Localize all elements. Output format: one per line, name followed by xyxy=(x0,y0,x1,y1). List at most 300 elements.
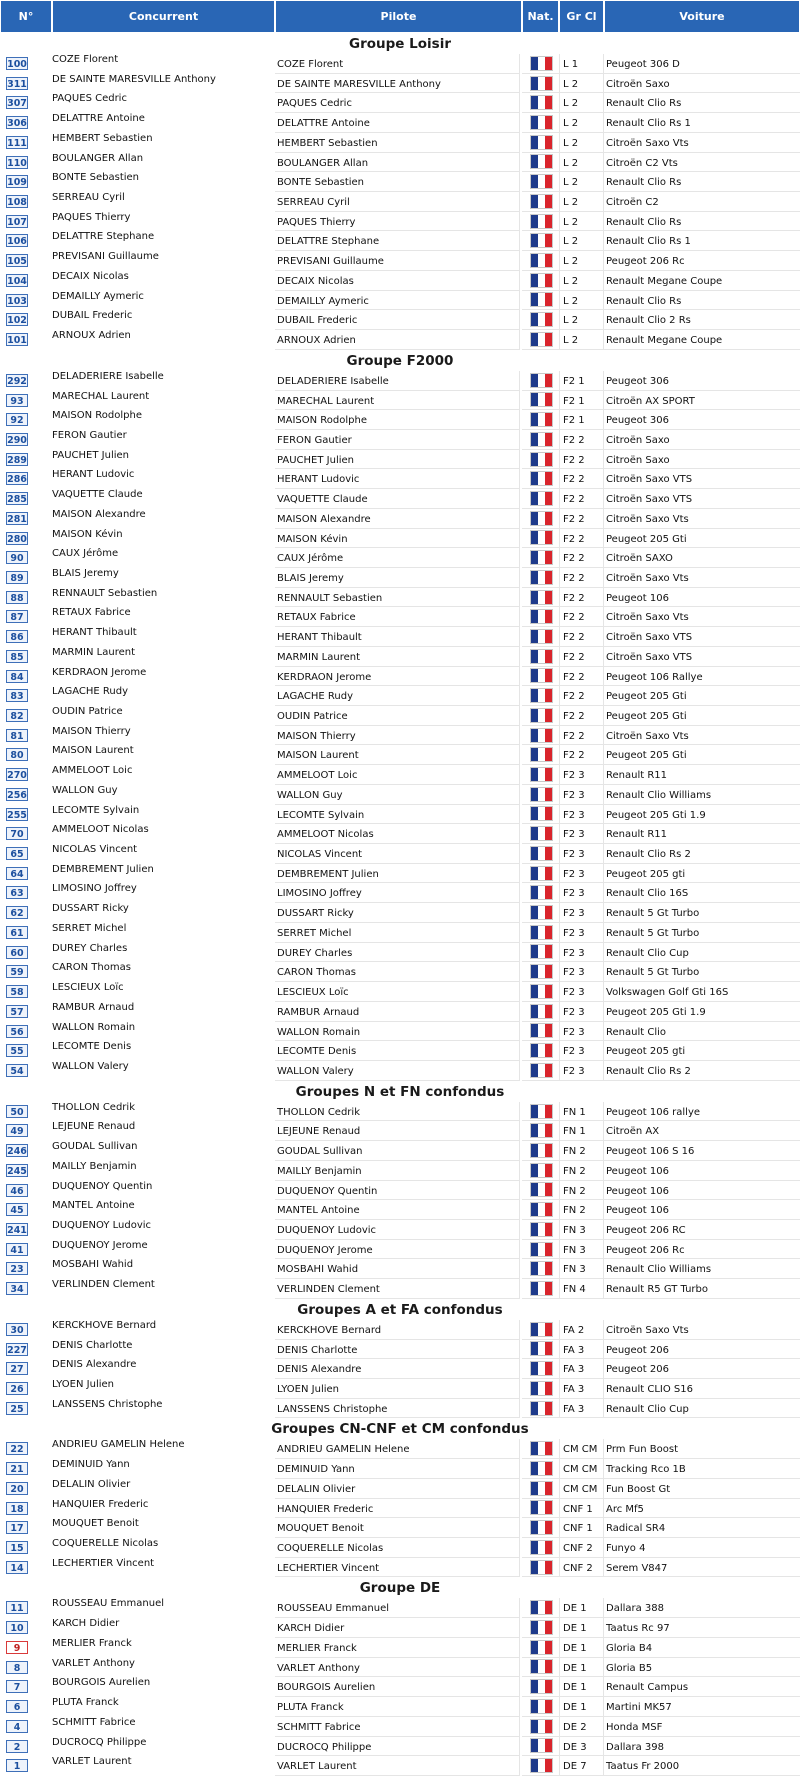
entry-number-link[interactable]: 62 xyxy=(6,906,28,919)
entry-number-link[interactable]: 21 xyxy=(6,1462,28,1475)
table-row xyxy=(0,785,800,805)
entry-number-link[interactable]: 45 xyxy=(6,1203,28,1216)
grcl-cell: FN 1 xyxy=(559,1102,604,1122)
concurrent-cell: PAQUES Thierry xyxy=(52,211,131,223)
voiture-cell: Renault R11 xyxy=(604,765,800,785)
entry-number-link[interactable]: 83 xyxy=(6,689,28,702)
column-header-voiture: Voiture xyxy=(604,0,800,33)
pilote-cell: DUQUENOY Quentin xyxy=(275,1181,520,1201)
entry-number-link[interactable]: 280 xyxy=(7,533,27,545)
pilote-cell: KERDRAON Jerome xyxy=(275,667,520,687)
entry-number-link[interactable]: 57 xyxy=(6,1005,28,1018)
pilote-cell: LYOEN Julien xyxy=(275,1379,520,1399)
france-flag-icon xyxy=(531,1144,552,1157)
voiture-cell: Peugeot 205 Gti 1.9 xyxy=(604,805,800,825)
voiture-cell: Renault Megane Coupe xyxy=(604,271,800,291)
entry-number-link[interactable]: 285 xyxy=(7,494,27,506)
france-flag-icon xyxy=(531,1402,552,1415)
france-flag-icon xyxy=(531,1223,552,1236)
voiture-cell: Renault Clio Rs 2 xyxy=(604,844,800,864)
table-row xyxy=(0,133,800,153)
entry-number-link[interactable]: 111 xyxy=(7,137,27,149)
voiture-cell: Citroën Saxo VTS xyxy=(604,469,800,489)
table-row xyxy=(0,864,800,884)
table-row xyxy=(0,726,800,746)
voiture-cell: Renault Clio Williams xyxy=(604,785,800,805)
nat-cell xyxy=(522,667,560,687)
entry-number-link[interactable]: 256 xyxy=(7,789,27,801)
entry-number-link[interactable]: 281 xyxy=(7,513,27,525)
entry-number-link[interactable]: 81 xyxy=(6,729,28,742)
nat-cell xyxy=(522,54,560,74)
concurrent-cell: MARECHAL Laurent xyxy=(52,390,150,402)
table-row xyxy=(0,667,800,687)
grcl-cell: F2 2 xyxy=(559,430,604,450)
pilote-cell: MAILLY Benjamin xyxy=(275,1161,520,1181)
france-flag-icon xyxy=(531,1064,552,1077)
pilote-cell: DELATTRE Antoine xyxy=(275,113,520,133)
entry-number-link[interactable]: 289 xyxy=(7,454,27,466)
france-flag-icon xyxy=(531,1282,552,1295)
table-row xyxy=(0,1279,800,1299)
entry-number-link[interactable]: 10 xyxy=(6,1621,28,1634)
voiture-cell: Serem V847 xyxy=(604,1558,800,1578)
concurrent-cell: HERANT Ludovic xyxy=(52,469,135,481)
entry-number-link[interactable]: 50 xyxy=(6,1105,28,1118)
table-row xyxy=(0,1459,800,1479)
concurrent-cell: DUREY Charles xyxy=(52,942,128,954)
concurrent-cell: ROUSSEAU Emmanuel xyxy=(52,1598,165,1610)
entry-number-link[interactable]: 90 xyxy=(6,551,28,564)
table-row xyxy=(0,1181,800,1201)
table-row xyxy=(0,391,800,411)
voiture-cell: Renault Clio Rs 1 xyxy=(604,231,800,251)
voiture-cell: Citroën C2 Vts xyxy=(604,153,800,173)
entry-number-link[interactable]: 58 xyxy=(6,985,28,998)
entry-number-link[interactable]: 22 xyxy=(6,1442,28,1455)
entry-number-link[interactable]: 80 xyxy=(6,748,28,761)
france-flag-icon xyxy=(531,1442,552,1455)
voiture-cell: Renault Clio Rs xyxy=(604,93,800,113)
entry-number-link[interactable]: 30 xyxy=(6,1323,28,1336)
pilote-cell: ANDRIEU GAMELIN Helene xyxy=(275,1439,520,1459)
entry-number-link[interactable]: 106 xyxy=(7,236,27,248)
nat-cell xyxy=(522,133,560,153)
concurrent-cell: OUDIN Patrice xyxy=(52,706,123,717)
entry-number-link[interactable]: 227 xyxy=(7,1344,27,1356)
france-flag-icon xyxy=(531,768,552,781)
pilote-cell: SCHMITT Fabrice xyxy=(275,1717,520,1737)
nat-cell xyxy=(522,1340,560,1360)
grcl-cell: DE 1 xyxy=(559,1598,604,1618)
nat-cell xyxy=(522,93,560,113)
concurrent-cell: VERLINDEN Clement xyxy=(52,1279,155,1291)
grcl-cell: CNF 1 xyxy=(559,1499,604,1519)
table-row xyxy=(0,982,800,1002)
voiture-cell: Citroën Saxo VTS xyxy=(604,489,800,509)
france-flag-icon xyxy=(531,374,552,387)
concurrent-cell: AMMELOOT Nicolas xyxy=(52,824,149,836)
entry-number-link[interactable]: 311 xyxy=(7,78,27,90)
nat-cell xyxy=(522,192,560,212)
pilote-cell: DEMAILLY Aymeric xyxy=(275,291,520,311)
entry-number-link[interactable]: 7 xyxy=(6,1680,28,1693)
entry-number-link[interactable]: 100 xyxy=(7,59,27,70)
france-flag-icon xyxy=(531,630,552,643)
entry-number-link[interactable]: 56 xyxy=(6,1025,28,1038)
concurrent-cell: DE SAINTE MARESVILLE Anthony xyxy=(52,73,216,85)
entry-number-link[interactable]: 101 xyxy=(7,335,27,347)
france-flag-icon xyxy=(531,155,552,168)
table-row xyxy=(0,271,800,291)
entry-number-link[interactable]: 49 xyxy=(6,1124,28,1137)
voiture-cell: Citroën Saxo VTS xyxy=(604,627,800,647)
nat-cell xyxy=(522,1061,560,1081)
pilote-cell: PAQUES Cedric xyxy=(275,93,520,113)
voiture-cell: Martini MK57 xyxy=(604,1697,800,1717)
voiture-cell: Renault Clio Rs xyxy=(604,172,800,192)
voiture-cell: Renault Clio 2 Rs xyxy=(604,310,800,330)
nat-cell xyxy=(522,883,560,903)
table-row xyxy=(0,805,800,825)
table-header xyxy=(0,0,800,33)
pilote-cell: HANQUIER Frederic xyxy=(275,1499,520,1519)
entry-number-link[interactable]: 93 xyxy=(6,394,28,407)
concurrent-cell: CARON Thomas xyxy=(52,962,131,974)
france-flag-icon xyxy=(531,591,552,604)
grcl-cell: F2 1 xyxy=(559,391,604,411)
entry-number-link[interactable]: 63 xyxy=(6,886,28,899)
france-flag-icon xyxy=(531,551,552,564)
voiture-cell: Renault Megane Coupe xyxy=(604,330,800,350)
nat-cell xyxy=(522,844,560,864)
nat-cell xyxy=(522,568,560,588)
grcl-cell: DE 1 xyxy=(559,1638,604,1658)
france-flag-icon xyxy=(531,1462,552,1475)
grcl-cell: DE 7 xyxy=(559,1756,604,1776)
france-flag-icon xyxy=(531,729,552,742)
pilote-cell: DUQUENOY Jerome xyxy=(275,1240,520,1260)
grcl-cell: F2 3 xyxy=(559,765,604,785)
france-flag-icon xyxy=(531,512,552,525)
pilote-cell: PLUTA Franck xyxy=(275,1697,520,1717)
entry-number-link[interactable]: 23 xyxy=(6,1262,28,1275)
nat-cell xyxy=(522,1518,560,1538)
pilote-cell: LECHERTIER Vincent xyxy=(275,1558,520,1578)
voiture-cell: Renault Clio Williams xyxy=(604,1259,800,1279)
grcl-cell: F2 3 xyxy=(559,824,604,844)
nat-cell xyxy=(522,745,560,765)
entry-number-link[interactable]: 17 xyxy=(6,1521,28,1534)
concurrent-cell: RENNAULT Sebastien xyxy=(52,587,158,599)
concurrent-cell: AMMELOOT Loic xyxy=(52,765,133,777)
table-row xyxy=(0,627,800,647)
pilote-cell: PAUCHET Julien xyxy=(275,450,520,470)
pilote-cell: FERON Gautier xyxy=(275,430,520,450)
entry-number-link[interactable]: 65 xyxy=(6,847,28,860)
table-row xyxy=(0,113,800,133)
entry-number-link[interactable]: 88 xyxy=(6,591,28,604)
entry-number-link[interactable]: 87 xyxy=(6,610,28,623)
voiture-cell: Peugeot 205 Gti xyxy=(604,706,800,726)
nat-cell xyxy=(522,1181,560,1201)
entry-number-link[interactable]: 15 xyxy=(6,1541,28,1554)
france-flag-icon xyxy=(531,57,552,70)
entry-number-link[interactable]: 55 xyxy=(6,1044,28,1057)
entry-number-link[interactable]: 60 xyxy=(6,946,28,959)
pilote-cell: LECOMTE Denis xyxy=(275,1041,520,1061)
voiture-cell: Renault 5 Gt Turbo xyxy=(604,962,800,982)
voiture-cell: Renault R5 GT Turbo xyxy=(604,1279,800,1299)
table-row xyxy=(0,1359,800,1379)
france-flag-icon xyxy=(531,393,552,406)
table-row xyxy=(0,1399,800,1419)
nat-cell xyxy=(522,1538,560,1558)
entry-number-link[interactable]: 59 xyxy=(6,965,28,978)
pilote-cell: KERCKHOVE Bernard xyxy=(275,1320,520,1340)
table-row xyxy=(0,93,800,113)
table-row xyxy=(0,706,800,726)
france-flag-icon xyxy=(531,788,552,801)
entry-number-link[interactable]: 54 xyxy=(6,1064,28,1077)
voiture-cell: Citroën SAXO xyxy=(604,548,800,568)
france-flag-icon xyxy=(531,96,552,109)
entry-number-link[interactable]: 292 xyxy=(7,375,27,387)
concurrent-cell: DUSSART Ricky xyxy=(52,903,129,915)
table-row xyxy=(0,1379,800,1399)
voiture-cell: Peugeot 106 xyxy=(604,1200,800,1220)
entry-number-link[interactable]: 20 xyxy=(6,1482,28,1495)
table-row xyxy=(0,1756,800,1776)
pilote-cell: COQUERELLE Nicolas xyxy=(275,1538,520,1558)
entry-number-link[interactable]: 110 xyxy=(7,157,27,169)
entry-number-link[interactable]: 9 xyxy=(6,1641,28,1654)
entry-number-link[interactable]: 2 xyxy=(6,1740,28,1753)
grcl-cell: DE 2 xyxy=(559,1717,604,1737)
france-flag-icon xyxy=(531,1342,552,1355)
grcl-cell: F2 2 xyxy=(559,607,604,627)
nat-cell xyxy=(522,1598,560,1618)
nat-cell xyxy=(522,74,560,94)
entry-number-link[interactable]: 27 xyxy=(6,1362,28,1375)
entry-number-link[interactable]: 61 xyxy=(6,926,28,939)
france-flag-icon xyxy=(531,492,552,505)
entry-number-link[interactable]: 109 xyxy=(7,177,27,189)
table-row xyxy=(0,548,800,568)
table-row xyxy=(0,1518,800,1538)
pilote-cell: MERLIER Franck xyxy=(275,1638,520,1658)
france-flag-icon xyxy=(531,1482,552,1495)
entry-number-link[interactable]: 270 xyxy=(7,770,27,782)
table-row xyxy=(0,212,800,232)
grcl-cell: L 2 xyxy=(559,310,604,330)
entry-number-link[interactable]: 86 xyxy=(6,630,28,643)
grcl-cell: F2 3 xyxy=(559,864,604,884)
concurrent-cell: DELATTRE Antoine xyxy=(52,113,145,125)
voiture-cell: Dallara 398 xyxy=(604,1737,800,1757)
entry-number-link[interactable]: 241 xyxy=(7,1224,27,1236)
entry-number-link[interactable]: 102 xyxy=(7,315,27,327)
entry-number-link[interactable]: 18 xyxy=(6,1502,28,1515)
entry-number-link[interactable]: 107 xyxy=(7,216,27,228)
entry-number-link[interactable]: 46 xyxy=(6,1184,28,1197)
concurrent-cell: FERON Gautier xyxy=(52,429,127,441)
france-flag-icon xyxy=(531,669,552,682)
voiture-cell: Renault Clio Cup xyxy=(604,943,800,963)
entry-number-link[interactable]: 89 xyxy=(6,571,28,584)
voiture-cell: Dallara 388 xyxy=(604,1598,800,1618)
grcl-cell: F2 3 xyxy=(559,962,604,982)
nat-cell xyxy=(522,1041,560,1061)
table-row xyxy=(0,844,800,864)
entry-number-link[interactable]: 26 xyxy=(6,1382,28,1395)
table-row xyxy=(0,923,800,943)
pilote-cell: MAISON Laurent xyxy=(275,745,520,765)
entry-number-link[interactable]: 307 xyxy=(7,98,27,110)
concurrent-cell: CAUX Jérôme xyxy=(52,548,119,560)
table-row xyxy=(0,943,800,963)
pilote-cell: GOUDAL Sullivan xyxy=(275,1141,520,1161)
pilote-cell: WALLON Romain xyxy=(275,1022,520,1042)
pilote-cell: RENNAULT Sebastien xyxy=(275,588,520,608)
nat-cell xyxy=(522,943,560,963)
table-row xyxy=(0,1340,800,1360)
grcl-cell: F2 3 xyxy=(559,923,604,943)
grcl-cell: CM CM xyxy=(559,1439,604,1459)
nat-cell xyxy=(522,785,560,805)
nat-cell xyxy=(522,430,560,450)
france-flag-icon xyxy=(531,472,552,485)
table-row xyxy=(0,1200,800,1220)
table-row xyxy=(0,330,800,350)
concurrent-cell: SERREAU Cyril xyxy=(52,192,125,204)
entry-number-link[interactable]: 108 xyxy=(7,197,27,209)
table-row xyxy=(0,1141,800,1161)
table-row xyxy=(0,291,800,311)
entry-number-link[interactable]: 14 xyxy=(6,1561,28,1574)
nat-cell xyxy=(522,1102,560,1122)
france-flag-icon xyxy=(531,254,552,267)
pilote-cell: MAISON Thierry xyxy=(275,726,520,746)
entry-number-link[interactable]: 25 xyxy=(6,1402,28,1415)
table-row xyxy=(0,1677,800,1697)
grcl-cell: F2 2 xyxy=(559,450,604,470)
concurrent-cell: PAUCHET Julien xyxy=(52,449,129,461)
france-flag-icon xyxy=(531,531,552,544)
entry-number-link[interactable]: 8 xyxy=(6,1661,28,1674)
voiture-cell: Volkswagen Golf Gti 16S xyxy=(604,982,800,1002)
nat-cell xyxy=(522,1618,560,1638)
voiture-cell: Tracking Rco 1B xyxy=(604,1459,800,1479)
entry-number-link[interactable]: 11 xyxy=(6,1601,28,1614)
entry-number-link[interactable]: 4 xyxy=(6,1720,28,1733)
pilote-cell: MOUQUET Benoit xyxy=(275,1518,520,1538)
table-row xyxy=(0,1598,800,1618)
entry-number-link[interactable]: 103 xyxy=(7,295,27,307)
voiture-cell: Peugeot 306 D xyxy=(604,54,800,74)
entry-number-link[interactable]: 34 xyxy=(6,1282,28,1295)
entry-number-link[interactable]: 92 xyxy=(6,413,28,426)
concurrent-cell: BONTE Sebastien xyxy=(52,172,140,184)
table-row xyxy=(0,1558,800,1578)
entry-number-link[interactable]: 245 xyxy=(7,1165,27,1177)
nat-cell xyxy=(522,1022,560,1042)
concurrent-cell: LESCIEUX Loïc xyxy=(52,982,124,994)
grcl-cell: F2 1 xyxy=(559,410,604,430)
france-flag-icon xyxy=(531,175,552,188)
table-row xyxy=(0,1538,800,1558)
concurrent-cell: DELALIN Olivier xyxy=(52,1478,131,1490)
pilote-cell: PAQUES Thierry xyxy=(275,212,520,232)
entry-number-link[interactable]: 41 xyxy=(6,1243,28,1256)
entry-number-link[interactable]: 1 xyxy=(6,1759,28,1772)
grcl-cell: DE 1 xyxy=(559,1677,604,1697)
grcl-cell: FA 3 xyxy=(559,1379,604,1399)
entry-number-link[interactable]: 82 xyxy=(6,709,28,722)
pilote-cell: KARCH Didier xyxy=(275,1618,520,1638)
nat-cell xyxy=(522,1320,560,1340)
entry-number-link[interactable]: 255 xyxy=(7,809,27,821)
france-flag-icon xyxy=(531,985,552,998)
table-row xyxy=(0,647,800,667)
entry-number-link[interactable]: 105 xyxy=(7,256,27,268)
pilote-cell: ROUSSEAU Emmanuel xyxy=(275,1598,520,1618)
voiture-cell: Renault R11 xyxy=(604,824,800,844)
france-flag-icon xyxy=(531,313,552,326)
table-row xyxy=(0,1697,800,1717)
nat-cell xyxy=(522,1121,560,1141)
voiture-cell: Citroën Saxo Vts xyxy=(604,568,800,588)
nat-cell xyxy=(522,113,560,133)
concurrent-cell: MAISON Rodolphe xyxy=(52,410,142,422)
grcl-cell: CNF 2 xyxy=(559,1558,604,1578)
table-row xyxy=(0,1220,800,1240)
entry-number-link[interactable]: 246 xyxy=(7,1146,27,1158)
table-row xyxy=(0,310,800,330)
pilote-cell: VARLET Anthony xyxy=(275,1658,520,1678)
entry-number-link[interactable]: 70 xyxy=(6,827,28,840)
grcl-cell: L 2 xyxy=(559,153,604,173)
france-flag-icon xyxy=(531,650,552,663)
entry-number-link[interactable]: 64 xyxy=(6,867,28,880)
table-row xyxy=(0,1022,800,1042)
entry-number-link[interactable]: 6 xyxy=(6,1700,28,1713)
pilote-cell: PREVISANI Guillaume xyxy=(275,251,520,271)
nat-cell xyxy=(522,982,560,1002)
grcl-cell: F2 3 xyxy=(559,1022,604,1042)
entry-number-link[interactable]: 84 xyxy=(6,670,28,683)
table-row xyxy=(0,686,800,706)
france-flag-icon xyxy=(531,1323,552,1336)
concurrent-cell: DECAIX Nicolas xyxy=(52,270,129,282)
voiture-cell: Radical SR4 xyxy=(604,1518,800,1538)
pilote-cell: HERANT Ludovic xyxy=(275,469,520,489)
voiture-cell: Citroën Saxo xyxy=(604,74,800,94)
entry-number-link[interactable]: 286 xyxy=(7,474,27,486)
table-row xyxy=(0,529,800,549)
entry-number-link[interactable]: 85 xyxy=(6,650,28,663)
entry-number-link[interactable]: 306 xyxy=(7,118,27,130)
nat-cell xyxy=(522,310,560,330)
grcl-cell: CNF 2 xyxy=(559,1538,604,1558)
pilote-cell: ARNOUX Adrien xyxy=(275,330,520,350)
entry-number-link[interactable]: 290 xyxy=(7,434,27,446)
pilote-cell: LESCIEUX Loïc xyxy=(275,982,520,1002)
voiture-cell: Peugeot 206 Rc xyxy=(604,251,800,271)
france-flag-icon xyxy=(531,748,552,761)
entry-number-link[interactable]: 104 xyxy=(7,275,27,287)
concurrent-cell: RAMBUR Arnaud xyxy=(52,1001,135,1013)
